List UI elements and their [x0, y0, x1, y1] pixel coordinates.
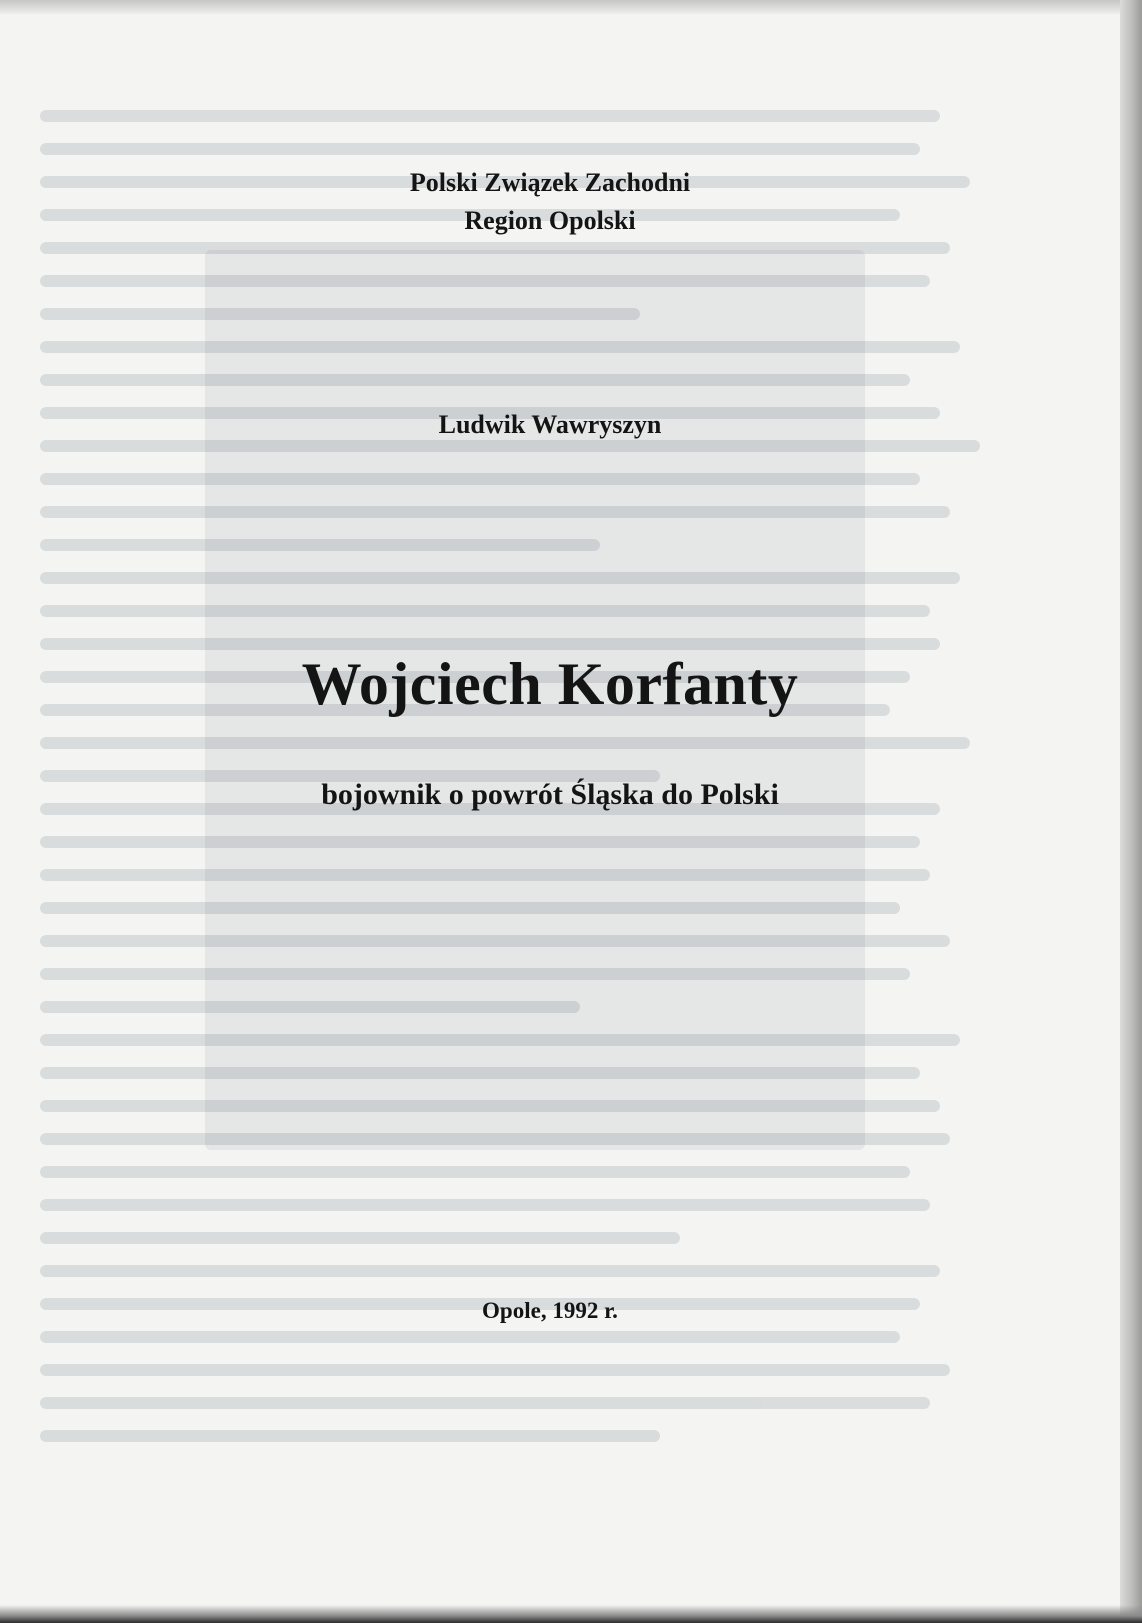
bleed-line: [40, 737, 970, 749]
bleed-line: [40, 869, 930, 881]
bleed-line: [40, 374, 910, 386]
bleed-line: [40, 341, 960, 353]
bleed-line: [40, 1397, 930, 1409]
bleed-line: [40, 1364, 950, 1376]
bleed-line: [40, 1265, 940, 1277]
bleed-line: [40, 1034, 960, 1046]
bleed-line: [40, 572, 960, 584]
bleed-line: [40, 539, 600, 551]
organization-name: Polski Związek Zachodni: [409, 168, 691, 197]
bleed-line: [40, 110, 940, 122]
bleed-line: [40, 638, 940, 650]
bleed-line: [40, 473, 920, 485]
book-subtitle: bojownik o powrót Śląska do Polski: [321, 778, 779, 811]
imprint-place-year: Opole, 1992 r.: [482, 1298, 618, 1323]
book-title: Wojciech Korfanty: [301, 651, 799, 717]
bleed-line: [40, 440, 980, 452]
bleed-line: [40, 1067, 920, 1079]
bleed-line: [40, 308, 640, 320]
bleed-line: [40, 242, 950, 254]
bleed-line: [40, 1199, 930, 1211]
bleed-line: [40, 836, 920, 848]
bleed-line: [40, 143, 920, 155]
bleed-line: [40, 1331, 900, 1343]
bleed-line: [40, 275, 930, 287]
bleed-line: [40, 1001, 580, 1013]
bleed-line: [40, 902, 900, 914]
bleed-line: [40, 506, 950, 518]
bleed-line: [40, 968, 910, 980]
page-bottom-edge: [0, 1605, 1142, 1623]
bleed-line: [40, 935, 950, 947]
bleed-line: [40, 605, 930, 617]
page-top-edge: [0, 0, 1142, 14]
organization-region: Region Opolski: [464, 206, 636, 235]
page-right-edge: [1120, 0, 1142, 1623]
bleed-line: [40, 1133, 950, 1145]
bleed-line: [40, 1166, 910, 1178]
bleed-line: [40, 1232, 680, 1244]
author-name: Ludwik Wawryszyn: [438, 410, 662, 439]
bleed-through-text: [40, 110, 1100, 1560]
bleed-line: [40, 1430, 660, 1442]
bleed-line: [40, 1100, 940, 1112]
